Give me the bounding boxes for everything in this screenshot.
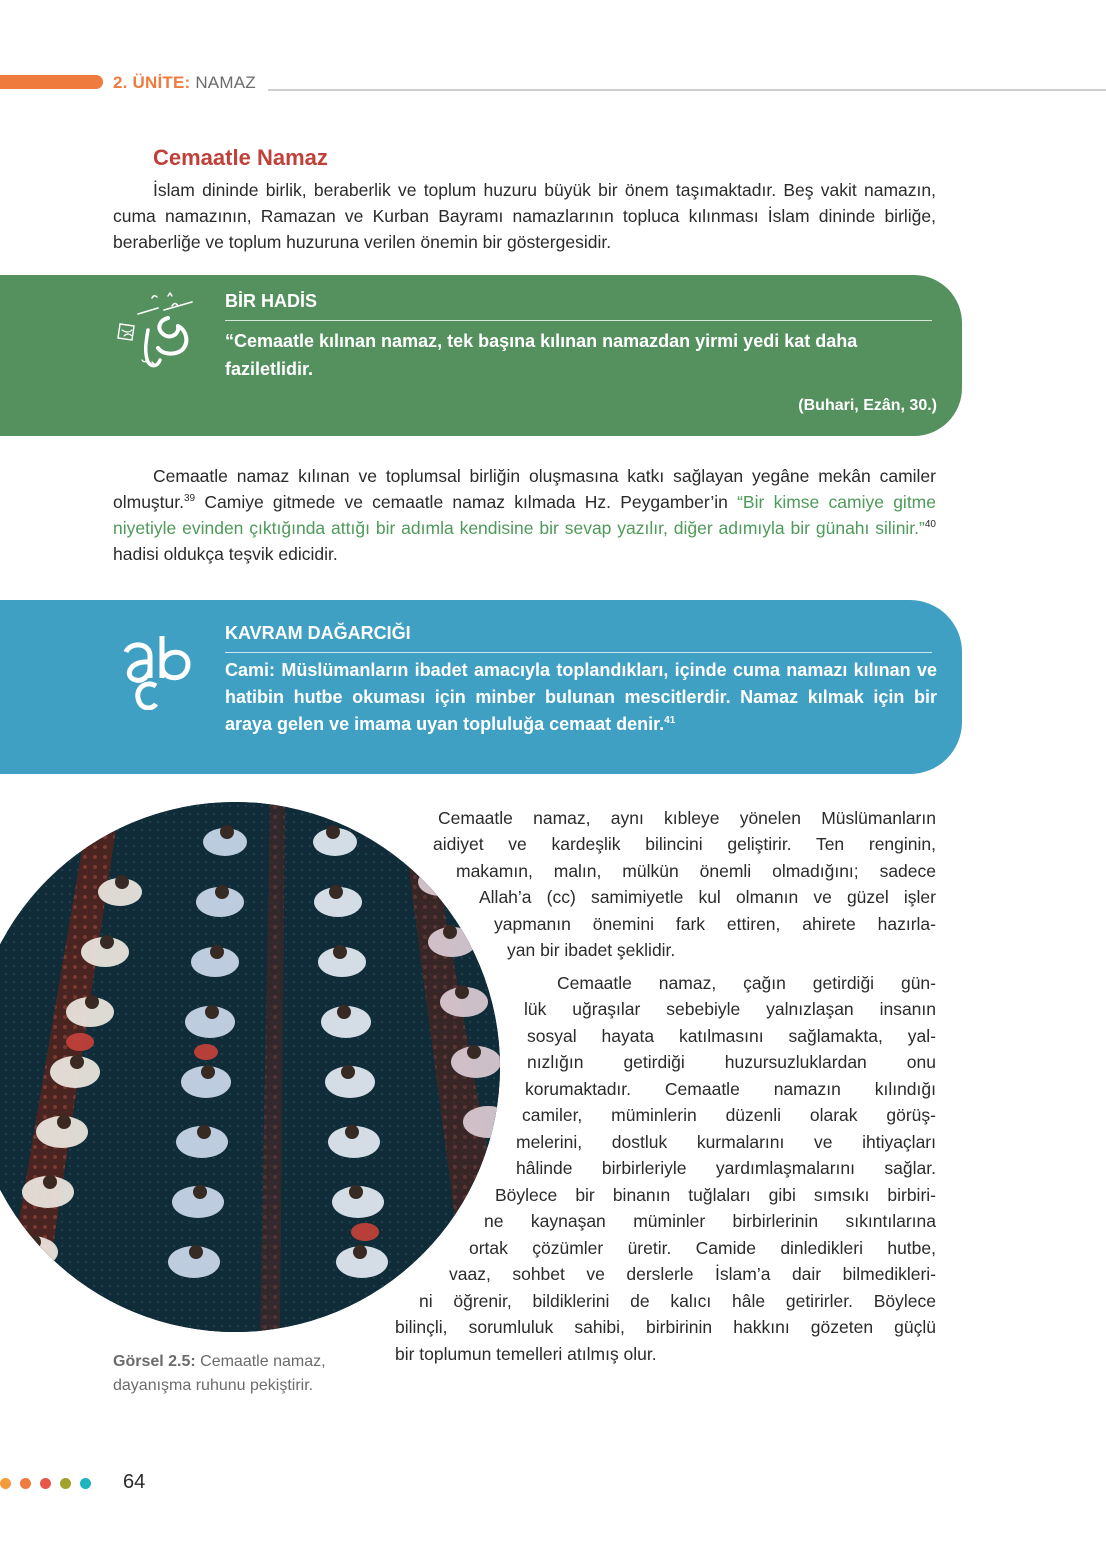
body-line: Allah’a (cc) samimiyetle kul olmanın ve güzel işler xyxy=(479,887,936,907)
body-line: yan bir ibadet şeklidir. xyxy=(507,940,676,960)
body-line: korumaktadır. Cemaatle namazın kılındığı xyxy=(525,1079,936,1099)
body-line: vaaz, sohbet ve derslerle İslam’a dair bilmedikleri- xyxy=(449,1264,936,1284)
body-line: makamın, malın, mülkün önemli olmadığını; sadece xyxy=(456,861,936,881)
intro-paragraph: İslam dininde birlik, beraberlik ve toplum huzuru büyük bir önem taşımaktadır. Beş vakit namazın, cuma namazının, Ramazan ve Kurban Bayramı namazlarının topluca kılınması İslam dininde birliğe, beraberliğe ve toplum huzuruna verilen önemin bir göstergesidir. xyxy=(113,180,936,252)
hadith-quote-inline: “Bir kimse camiye gitme niyetiyle evinden çıktığında attığı bir adımla kendisine bir sevap yazılır, diğer adımıyla bir günahı silinir.” xyxy=(113,492,936,538)
footer-dot xyxy=(20,1478,31,1489)
paragraph-text: Camiye gitmede ve cemaatle namaz kılmada Hz. Peygamber’in xyxy=(195,492,738,512)
figure-caption-text: Cemaatle namaz, dayanışma ruhunu pekiştirir. xyxy=(113,1353,326,1394)
hadis-quote: “Cemaatle kılınan namaz, tek başına kılınan namazdan yirmi yedi kat daha faziletlidir. xyxy=(225,331,858,379)
kavram-divider xyxy=(225,652,932,653)
body-line: ortak çözümler üretir. Camide dinledikleri hutbe, xyxy=(469,1238,936,1258)
body-line: ne kaynaşan müminler birbirlerinin sıkıntılarına xyxy=(484,1211,936,1231)
figure-caption xyxy=(113,1350,373,1398)
hadis-divider xyxy=(225,320,932,321)
body-line: Böylece bir binanın tuğlaları gibi sımsıkı birbiri- xyxy=(495,1185,936,1205)
abc-icon xyxy=(118,630,198,710)
body-line: yapmanın önemini fark ettiren, ahirete hazırla- xyxy=(494,914,936,934)
footnote-ref: 41 xyxy=(664,715,676,726)
muhammad-calligraphy-icon xyxy=(108,290,200,372)
kavram-title: KAVRAM DAĞARCIĞI xyxy=(225,623,411,643)
header-accent-bar xyxy=(0,75,103,89)
footer-dot xyxy=(60,1478,71,1489)
body-line: aidiyet ve kardeşlik bilincini geliştirir. Ten renginin, xyxy=(433,834,936,854)
header-rule xyxy=(268,89,1106,91)
hadis-source: (Buhari, Ezân, 30.) xyxy=(798,397,937,414)
footer-dot xyxy=(80,1478,91,1489)
section-title: Cemaatle Namaz xyxy=(153,145,328,170)
unit-name: NAMAZ xyxy=(195,73,256,92)
footer-dot xyxy=(40,1478,51,1489)
unit-label: 2. ÜNİTE: xyxy=(113,73,191,92)
paragraph-text: hadisi oldukça teşvik edicidir. xyxy=(113,544,338,564)
body-line: melerini, dostluk kurmalarını ve ihtiyaçları xyxy=(516,1132,936,1152)
body-line: lük uğraşılar sebebiyle yalnızlaşan insanın xyxy=(524,999,936,1019)
body-line: Cemaatle namaz, çağın getirdiği gün- xyxy=(557,973,936,993)
figure-label: Görsel 2.5: xyxy=(113,1353,196,1370)
mosque-paragraph xyxy=(113,463,936,567)
footer-dot xyxy=(0,1478,11,1489)
body-line: Cemaatle namaz, aynı kıbleye yönelen Müslümanların xyxy=(438,808,936,828)
running-header xyxy=(113,73,256,93)
congregation-prayer-photo xyxy=(0,802,500,1332)
body-line: bir toplumun temelleri atılmış olur. xyxy=(395,1344,657,1364)
body-line: sosyal hayata katılmasını sağlamakta, yal- xyxy=(527,1026,936,1046)
footnote-ref: 39 xyxy=(184,493,196,505)
term: Cami: xyxy=(225,660,276,680)
kavram-definition xyxy=(225,657,937,738)
body-line: hâlinde birbirleriyle yardımlaşmalarını sağlar. xyxy=(516,1158,936,1178)
body-line: ni öğrenir, bildiklerini de kalıcı hâle getirirler. Böylece xyxy=(419,1291,936,1311)
body-line: bilinçli, sorumluluk sahibi, birbirinin hakkını gözeten güçlü xyxy=(395,1317,936,1337)
hadis-title: BİR HADİS xyxy=(225,291,318,311)
definition-text: Müslümanların ibadet amacıyla toplandıkları, içinde cuma namazı kılınan ve hatibin hutbe okuması için minber bulunan mescitlerdir. Namaz kılmak için bir araya gelen ve imama uyan topluluğa cemaat denir. xyxy=(225,660,937,734)
body-line: camiler, müminlerin düzenli olarak görüş- xyxy=(522,1105,936,1125)
page-number: 64 xyxy=(123,1471,146,1493)
footnote-ref: 40 xyxy=(924,519,936,531)
paragraph-text: Cemaatle namaz kılınan ve toplumsal birliğin oluşmasına katkı sağlayan yegâne mekân camiler olmuştur. xyxy=(113,466,936,512)
body-line: nızlığın getirdiği huzursuzluklardan onu xyxy=(527,1052,936,1072)
